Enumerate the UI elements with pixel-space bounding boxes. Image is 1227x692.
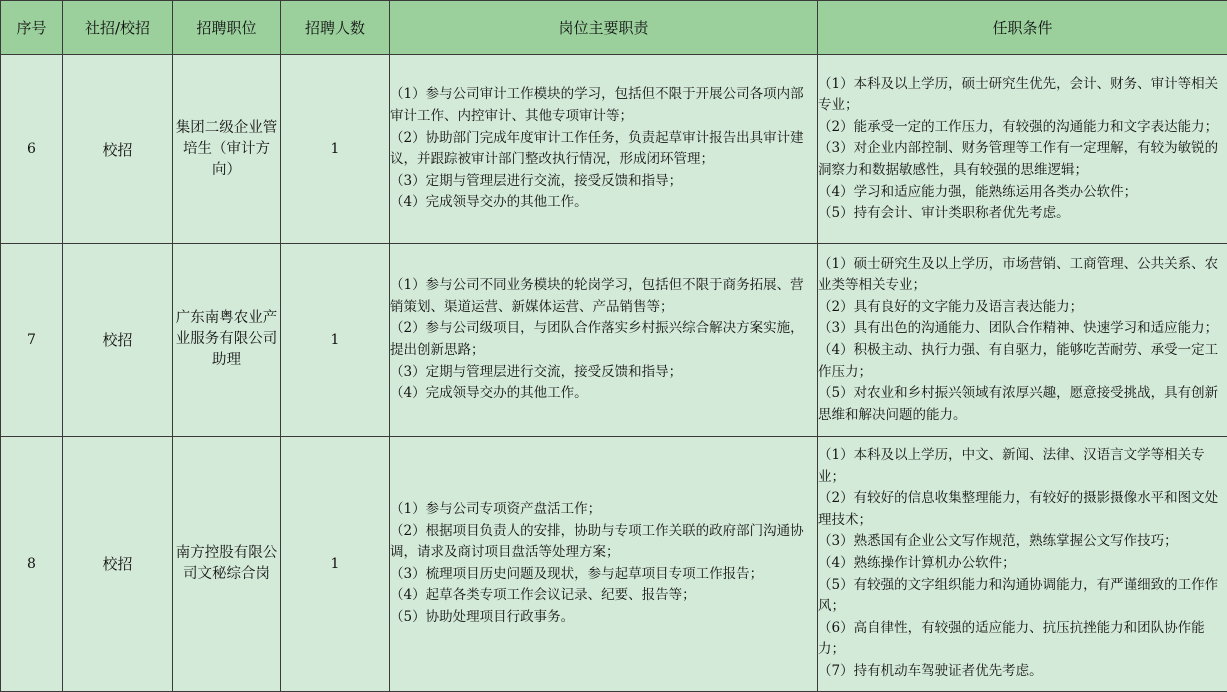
header-type: 社招/校招 bbox=[63, 1, 173, 55]
table-row bbox=[1, 436, 1227, 691]
requirement-item: （3）具有出色的沟通能力、团队合作精神、快速学习和适应能力； bbox=[818, 320, 1219, 337]
cell-requirements bbox=[818, 244, 1227, 436]
cell-requirements bbox=[818, 55, 1227, 244]
cell-type: 校招 bbox=[63, 55, 173, 244]
cell-type: 校招 bbox=[63, 244, 173, 436]
requirement-item: （2）能承受一定的工作压力，有较强的沟通能力和文字表达能力； bbox=[818, 118, 1219, 135]
table-row bbox=[1, 244, 1227, 436]
requirement-item: （5）对农业和乡村振兴领域有浓厚兴趣，愿意接受挑战，具有创新思维和解决问题的能力。 bbox=[818, 385, 1219, 423]
requirement-item: （4）学习和适应能力强，能熟练运用各类办公软件； bbox=[818, 183, 1138, 200]
duty-item: （2）根据项目负责人的安排，协助与专项工作关联的政府部门沟通协调，请求及商讨项目盘活等处理方案； bbox=[390, 522, 804, 561]
requirement-item: （2）有较好的信息收集整理能力，有较好的摄影摄像水平和图文处理技术； bbox=[818, 490, 1219, 528]
duty-item: （1）参与公司专项资产盘活工作； bbox=[390, 501, 602, 518]
requirement-item: （3）对企业内部控制、财务管理等工作有一定理解，有较为敏锐的洞察力和数据敏感性，具有较强的思维逻辑； bbox=[818, 140, 1219, 178]
cell-seq: 6 bbox=[1, 55, 63, 244]
requirement-item: （1）本科及以上学历，中文、新闻、法律、汉语言文学等相关专业； bbox=[818, 447, 1205, 485]
duty-item: （4）完成领导交办的其他工作。 bbox=[390, 194, 588, 211]
header-requirements: 任职条件 bbox=[818, 1, 1227, 55]
duty-item: （1）参与公司不同业务模块的轮岗学习，包括但不限于商务拓展、营销策划、渠道运营、新媒体运营、产品销售等； bbox=[390, 277, 804, 315]
table-row bbox=[1, 55, 1227, 244]
requirement-item: （5）持有会计、审计类职称者优先考虑。 bbox=[818, 205, 1070, 222]
header-count: 招聘人数 bbox=[281, 1, 390, 55]
cell-duties bbox=[390, 244, 818, 436]
duty-item: （2）协助部门完成年度审计工作任务，负责起草审计报告出具审计建议，并跟踪被审计部门整改执行情况，形成闭环管理； bbox=[390, 129, 804, 168]
cell-count: 1 bbox=[281, 244, 390, 436]
duty-item: （3）梳理项目历史问题及现状，参与起草项目专项工作报告； bbox=[390, 565, 764, 582]
requirement-item: （4）熟练操作计算机办公软件； bbox=[818, 555, 1016, 571]
cell-seq: 7 bbox=[1, 244, 63, 436]
cell-count: 1 bbox=[281, 55, 390, 244]
duty-item: （4）完成领导交办的其他工作。 bbox=[390, 385, 588, 402]
requirement-item: （7）持有机动车驾驶证者优先考虑。 bbox=[818, 662, 1043, 679]
requirement-item: （5）有较强的文字组织能力和沟通协调能力，有严谨细致的工作作风； bbox=[818, 576, 1219, 615]
cell-seq: 8 bbox=[1, 436, 63, 691]
cell-duties bbox=[390, 436, 818, 691]
requirement-item: （1）本科及以上学历，硕士研究生优先，会计、财务、审计等相关专业； bbox=[818, 75, 1219, 114]
duty-item: （2）参与公司级项目，与团队合作落实乡村振兴综合解决方案实施，提出创新思路； bbox=[390, 320, 804, 358]
header-duties: 岗位主要职责 bbox=[390, 1, 818, 55]
requirement-item: （4）积极主动、执行力强、有自驱力，能够吃苦耐劳、承受一定工作压力； bbox=[818, 341, 1219, 380]
cell-position: 广东南粤农业产业服务有限公司助理 bbox=[173, 244, 281, 436]
cell-requirements bbox=[818, 436, 1227, 691]
requirement-item: （1）硕士研究生及以上学历，市场营销、工商管理、公共关系、农业类等相关专业； bbox=[818, 255, 1219, 294]
requirement-item: （3）熟悉国有企业公文写作规范，熟练掌握公文写作技巧； bbox=[818, 533, 1178, 550]
duty-item: （5）协助处理项目行政事务。 bbox=[390, 608, 575, 625]
header-row bbox=[1, 1, 1227, 55]
cell-position: 集团二级企业管培生（审计方向） bbox=[173, 55, 281, 244]
header-position: 招聘职位 bbox=[173, 1, 281, 55]
cell-duties bbox=[390, 55, 818, 244]
header-seq: 序号 bbox=[1, 1, 63, 55]
requirement-item: （2）具有良好的文字能力及语言表达能力； bbox=[818, 298, 1084, 315]
duty-item: （1）参与公司审计工作模块的学习，包括但不限于开展公司各项内部审计工作、内控审计、其他专项审计等； bbox=[390, 86, 804, 124]
cell-count: 1 bbox=[281, 436, 390, 691]
cell-type: 校招 bbox=[63, 436, 173, 691]
requirement-item: （6）高自律性，有较强的适应能力、抗压抗挫能力和团队协作能力； bbox=[818, 619, 1205, 658]
duty-item: （4）起草各类专项工作会议记录、纪要、报告等； bbox=[390, 587, 696, 604]
duty-item: （3）定期与管理层进行交流，接受反馈和指导； bbox=[390, 172, 683, 189]
cell-position: 南方控股有限公司文秘综合岗 bbox=[173, 436, 281, 691]
duty-item: （3）定期与管理层进行交流，接受反馈和指导； bbox=[390, 363, 683, 380]
